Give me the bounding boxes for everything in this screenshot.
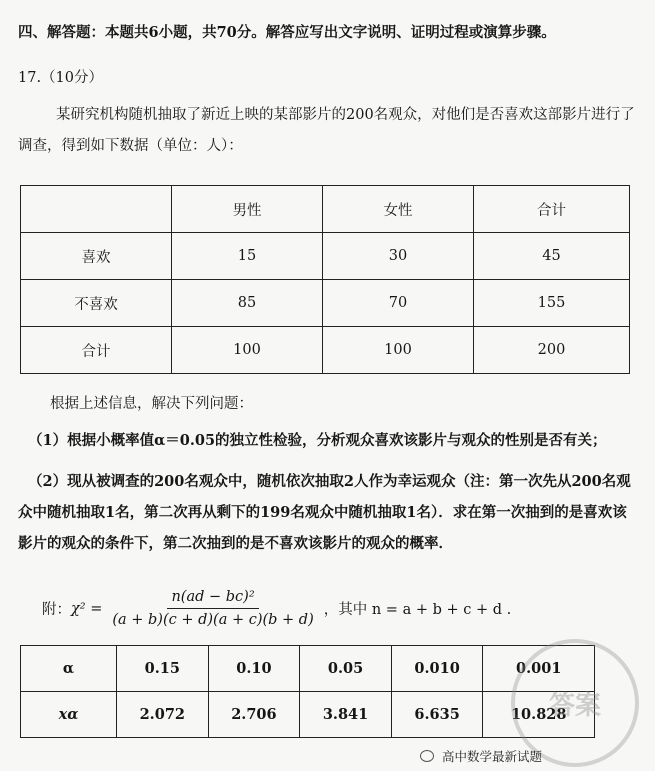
table-row: [21, 327, 630, 374]
table-cell: 0.001: [483, 646, 595, 692]
table-cell: 3.841: [300, 692, 392, 738]
table-cell: 85: [172, 280, 323, 327]
table-cell: 2.706: [208, 692, 300, 738]
table-row: [21, 233, 630, 280]
critical-value-table: [20, 645, 595, 738]
wechat-source: [420, 747, 542, 765]
formula-suffix: ，其中 n = a + b + c + d .: [323, 602, 512, 618]
table-cell: 200: [474, 327, 630, 374]
table-cell: 100: [323, 327, 474, 374]
watermark-stamp: 答案: [511, 639, 639, 767]
problem-number: 17.（10分）: [18, 70, 104, 86]
intro-paragraph: 某研究机构随机抽取了新近上映的某部影片的200名观众，对他们是否喜欢这部影片进行了调查，得到如下数据（单位：人）：: [18, 107, 635, 154]
table-cell: 0.10: [208, 646, 300, 692]
table-cell: 6.635: [391, 692, 483, 738]
table-row: [21, 280, 630, 327]
table-cell: 100: [172, 327, 323, 374]
section-heading: 四、解答题：本题共6小题，共70分。解答应写出文字说明、证明过程或演算步骤。: [18, 24, 556, 41]
table-cell: 0.010: [391, 646, 483, 692]
table-header-cell: 合计: [474, 186, 630, 233]
formula-lhs: χ² =: [71, 600, 103, 617]
wechat-label: 高中数学最新试题: [441, 749, 542, 764]
table-cell: 45: [474, 233, 630, 280]
row-label: xα: [21, 692, 117, 738]
survey-table: [20, 185, 630, 374]
table-row: [21, 692, 595, 738]
solve-prompt: 根据上述信息，解决下列问题：: [50, 396, 253, 412]
row-label: 不喜欢: [21, 280, 172, 327]
formula-denominator: (a + b)(c + d)(a + c)(b + d): [112, 612, 314, 628]
table-cell: 0.15: [117, 646, 209, 692]
table-header-cell: 男性: [172, 186, 323, 233]
formula-numerator: n(ad − bc)²: [167, 588, 258, 609]
table-cell: 30: [323, 233, 474, 280]
formula-prefix: 附：: [42, 602, 71, 618]
table-header-row: [21, 186, 630, 233]
table-cell: 2.072: [117, 692, 209, 738]
question-1: （1）根据小概率值α＝0.05的独立性检验，分析观众喜欢该影片与观众的性别是否有关；: [28, 432, 607, 449]
table-header-cell: [21, 186, 172, 233]
question-2: （2）现从被调查的200名观众中，随机依次抽取2人作为幸运观众（注：第一次先从200名观众中随机抽取1名，第二次再从剩下的199名观众中随机抽取1名）．求在第一次抽到的是喜欢该影片的观众的条件下，第二次抽到的是不喜欢该影片的观众的概率．: [18, 473, 631, 552]
row-label: 合计: [21, 327, 172, 374]
formula-fraction: [108, 588, 317, 629]
table-row: [21, 646, 595, 692]
chi-square-formula: [42, 588, 511, 629]
row-label: α: [21, 646, 117, 692]
table-cell: 70: [323, 280, 474, 327]
table-header-cell: 女性: [323, 186, 474, 233]
table-cell: 155: [474, 280, 630, 327]
wechat-icon: [420, 750, 434, 762]
table-cell: 0.05: [300, 646, 392, 692]
row-label: 喜欢: [21, 233, 172, 280]
table-cell: 15: [172, 233, 323, 280]
table-cell: 10.828: [483, 692, 595, 738]
